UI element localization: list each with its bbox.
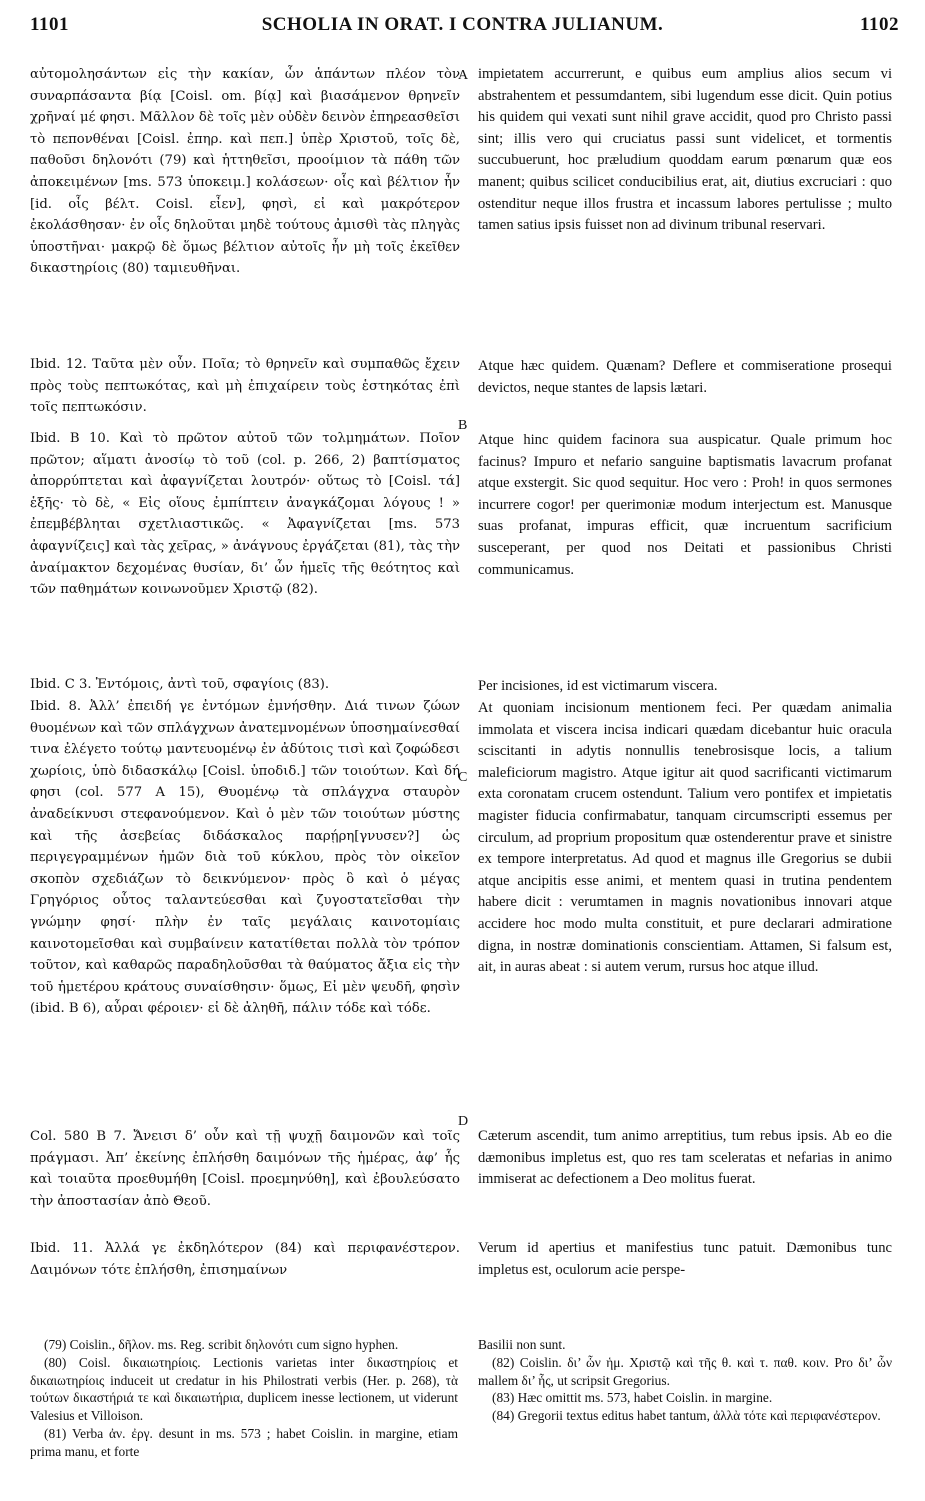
latin-paragraph-4: Per incisiones, id est victimarum viscera. — [478, 678, 718, 694]
footnotes-right — [478, 1336, 892, 1425]
footnote-82: (82) Coislin. δι’ ὧν ἡμ. Χριστῷ καὶ τῆς θ. καὶ τ. παθ. κοιν. Pro δι’ ὧν mallem δι’ ἧς, ut scripsit Gregorius. — [478, 1354, 892, 1388]
latin-paragraph-7: Verum id apertius et manifestius tunc patuit. Dæmonibus tunc impletus est, oculorum acie perspe- — [478, 1240, 892, 1278]
footnotes-left — [30, 1336, 458, 1461]
greek-paragraph-2: Ibid. 12. Ταῦτα μὲν οὖν. Ποῖα; τὸ θρηνεῖν καὶ συμπαθῶς ἔχειν πρὸς τοὺς πεπτωκότας, καὶ μὴ ἐπιχαίρειν τοὺς ἑστηκότας ἐπὶ τοῖς πεπτωκόσιν. — [30, 357, 460, 416]
page-header — [16, 14, 909, 38]
footnote-81-continued: Basilii non sunt. — [478, 1337, 566, 1352]
greek-paragraph-5: Ibid. 8. Ἀλλ’ ἐπειδή γε ἐντόμων ἐμνήσθην. Διά τινων ζώων θυομένων καὶ τῶν σπλάγχνων ἀνατεμνομένων ὑποσημαίνεσθαί τινα ἐλέγετο τούτῳ μαντευομένῳ ἐν ἀδύτοις τισὶ καὶ ζοφώδεσι χωρίοις, ὑπὸ διδασκάλῳ [Coisl. ὑποδιδ.] τῶν τοιούτων. Καὶ δή φησι (col. 577 A 15), Θυομένῳ τὰ σπλάγχνα σταυρὸν ἀναδείκνυσι στεφανούμενον. Καὶ ὁ μὲν τῶν τοιούτων μύστης καὶ τῆς ἀσεβείας διδάσκαλος παρῄρη[γνυσεν?] ὡς περιγεγραμμένων ἡμῶν διὰ τοῦ κύκλου, πρὸς τὸν οἰκεῖον σκοπὸν σχεδιάζων τὸ δεικνύμενον· πρὸς ὃ καὶ ὁ μέγας Γρηγόριος οὗτος ταλαντεύεσθαι καὶ ζυγοστατεῖσθαι τὴν γνώμην φησί· πλὴν ἐν ταῖς μεγάλαις καινοτομίαις καινοτομεῖσθαι καὶ συμβαίνειν κατατίθεται πολλὰ τὸν τρόπον τοῦτον, καὶ καθαρῶς παραδηλοῦσθαι τὰ θαύματος ἄξια εἰς τὴν τοῦ ἡμετέρου κράτους συναίσθησιν· ὅμως, Εἰ μὲν ψευδῆ, φησὶν (ibid. B 6), αὖραι φέροιεν· εἰ δὲ ἀληθῆ, πάλιν τόδε καὶ τόδε. — [30, 699, 460, 1017]
greek-paragraph-1: αὐτομολησάντων εἰς τὴν κακίαν, ὧν ἁπάντων πλέον τὸν συναρπάσαντα βίᾳ [Coisl. om. βίᾳ] καὶ βιασάμενον θρηνεῖν χρῆναί μέ φησι. Μᾶλλον δὲ τοῖς μὲν οὐδὲν δεινὸν ἐπηρεασθεῖσι τὸ πεπονθέναι [Coisl. ἐπηρ. καὶ πεπ.] ὑπὲρ Χριστοῦ, τοῖς δὲ, παθοῦσι δηλονότι (79) καὶ ἡττηθεῖσι, προοίμιον τὰ πάθη τῶν ἀποκειμένων [ms. 573 ὑποκειμ.] κολάσεων· οἷς καὶ βέλτιον ἦν [id. οἷς βέλτ. Coisl. εἶεν], φησὶ, εἰ καὶ μακρότερον ἐκολάσθησαν· ἐν οἷς δηλοῦται μηδὲ τούτους ἀμισθὶ τὰς πληγὰς ὑποστῆναι· μακρῷ δὲ ὅμως βέλτιον αὐτοῖς ἦν μὴ τοῖς ἐκεῖθεν δικαστηρίοις (80) ταμιευθῆναι. — [30, 67, 460, 277]
latin-paragraph-3: Atque hinc quidem facinora sua auspicatur. Quale primum hoc facinus? Impuro et nefario sanguine baptismatis lavacrum profanat atque exstergit. Sic quod sequitur. Hoc vero : Proh! in quos sermones incurrere cogor! per querimoniæ modum interjectum est. Manusque suas profanat, impuras efficit, quæ incruentum sacrificium susceperant, per quod nos Deitati et passionibus Christi communicamus. — [478, 432, 892, 578]
margin-marker-b: B — [458, 418, 468, 433]
running-title: SCHOLIA IN ORAT. I CONTRA JULIANUM. — [261, 14, 664, 35]
footnote-83: (83) Hæc omittit ms. 573, habet Coislin. in margine. — [492, 1390, 773, 1406]
footnote-84: (84) Gregorii textus editus habet tantum, ἀλλὰ τότε καὶ περιφανέστερον. — [492, 1408, 881, 1424]
latin-paragraph-2: Atque hæc quidem. Quænam? Deflere et commiseratione prosequi devictos, neque stantes de lapsis lætari. — [478, 358, 892, 396]
margin-marker-c: C — [458, 770, 468, 785]
page-number-right: 1102 — [860, 14, 899, 35]
latin-paragraph-5: At quoniam incisionum mentionem feci. Per quædam animalia immolata et viscera incisa indicari quædam dicebantur huic oracula sciscitanti in adytis nonnullis tenebrosisque locis, a talium maleficiorum magistro. Atque igitur ait quod sacrificanti victimarum exta coronatam crucem ostendunt. Talium vero pontifex et impietatis magister fiducia confirmabatur, tanquam circumscripti essemus per circulum, ad proprium propositum quæ ostenderentur prave et sinistre ex tempore interpretatus. Ad quod et magnus ille Gregorius se dubii atque ancipitis esse animi, et mentem quasi in trutina pendentem habere dicit : verumtamen in magnis novationibus innovari atque accidere hoc modo multa constituit, et pure declarari admiratione digna, in nostræ dominationis conscientiam. Attamen, Si falsum est, ait, in auras abeat : si autem verum, rursus hoc atque illud. — [478, 700, 892, 976]
latin-paragraph-1: impietatem accurrerunt, e quibus eum amplius alios secum vi abstrahentem et pessumdantem, sibi lugendum esse dicit. Quin potius his quidem qui vexati sunt nihil grave accidit, quod pro Christo passi sint; illis vero qui cruciatus passi sunt videlicet, et tormentis succubuerunt, hoc præludium quoddam earum pœnarum quæ eos manent; quibus scilicet conducibilius erat, ait, diutius excruciari : quo ostenditur neque illos frustra et incassum labores pertulisse ; multo tamen satius ipsis fuisset non ad divinum tribunal reservari. — [478, 66, 892, 234]
page-number-left: 1101 — [30, 14, 69, 35]
latin-paragraph-6: Cæterum ascendit, tum animo arreptitius, tum rebus ipsis. Ab eo die dæmonibus impletus est, quo res tam sceleratas et nefarias in animo immiserat ac defectionem a Deo molitus fuerat. — [478, 1128, 892, 1188]
footnote-79: (79) Coislin., δῆλον. ms. Reg. scribit δηλονότι cum signo hyphen. — [44, 1337, 399, 1352]
margin-marker-d: D — [458, 1114, 469, 1129]
margin-marker-a: A — [458, 68, 469, 83]
greek-paragraph-3: Ibid. B 10. Καὶ τὸ πρῶτον αὐτοῦ τῶν τολμημάτων. Ποῖον πρῶτον; αἵματι ἀνοσίῳ τὸ τοῦ (col. p. 266, 2) βαπτίσματος ἀπορρύπτεται καὶ ἀφαγνίζεται λουτρόν· οὕτως τὸ [Coisl. τά] ἑξῆς· τὸ δὲ, « Εἰς οἵους ἐμπίπτειν ἀναγκάζομαι λόγους ! » ἐπεμβέβληται σχετλιαστικῶς. « Ἀφαγνίζεται [ms. 573 ἀφαγνίζεις] καὶ τὰς χεῖρας, » ἀνάγνους ἐργάζεται (81), τὰς τὴν ἀναίμακτον δεχομένας θυσίαν, δι’ ὧν ἡμεῖς τῆς θεότητος καὶ τῶν παθημάτων κοινωνοῦμεν Χριστῷ (82). — [30, 431, 460, 598]
greek-paragraph-7: Ibid. 11. Ἀλλά γε ἐκδηλότερον (84) καὶ περιφανέστερον. Δαιμόνων τότε ἐπλήσθη, ἐπισημαίνων — [30, 1241, 460, 1278]
greek-paragraph-4: Ibid. C 3. Ἐντόμοις, ἀντὶ τοῦ, σφαγίοις (83). — [30, 677, 330, 692]
greek-paragraph-6: Col. 580 B 7. Ἄνεισι δ’ οὖν καὶ τῇ ψυχῇ δαιμονῶν καὶ τοῖς πράγμασι. Ἀπ’ ἐκείνης ἐπλήσθη δαιμόνων τῆς ἡμέρας, ἀφ’ ἧς καὶ τοιαῦτα προεθυμήθη [Coisl. προεμηνύθη], καὶ ἐβουλεύσατο τὴν ἀποστασίαν ἀπὸ Θεοῦ. — [30, 1129, 460, 1209]
footnote-80: (80) Coisl. δικαιωτηρίοις. Lectionis varietas inter δικαστηρίοις et δικαιωτηρίοις induceit ut credatur in his Philostrati verbis (Her. p. 268), τὰ τούτων δικαστήριά τε καὶ δικαιωτήρια, duplicem inesse lectionem, ut viderunt Valesius et Villoison. — [30, 1354, 458, 1424]
footnote-81: (81) Verba ἀν. ἐργ. desunt in ms. 573 ; habet Coislin. in margine, etiam prima manu, et forte — [30, 1425, 458, 1459]
